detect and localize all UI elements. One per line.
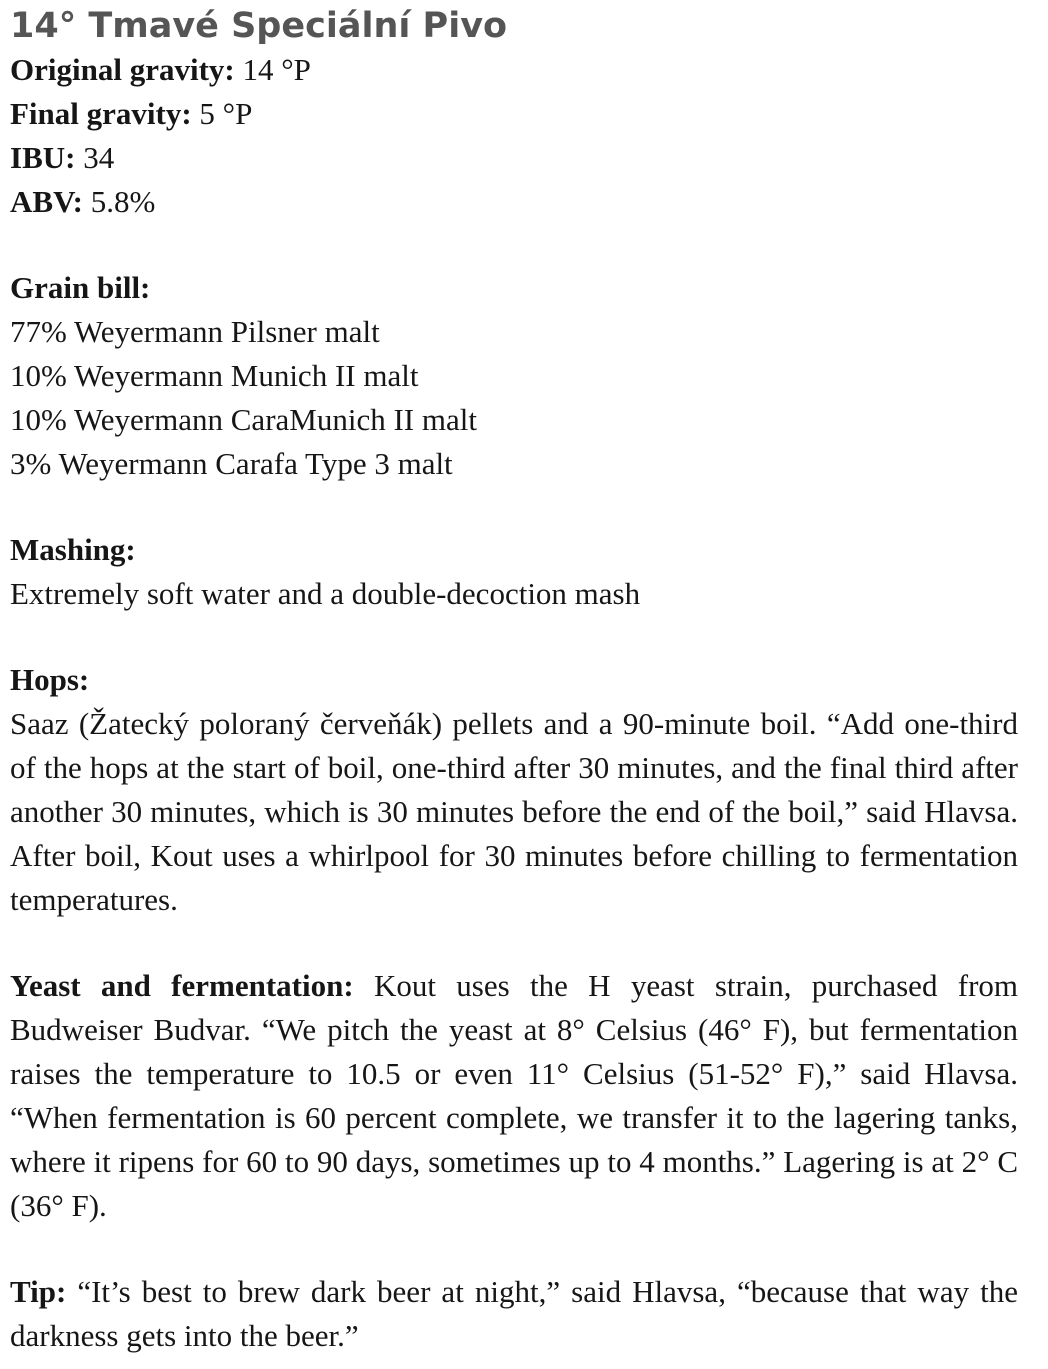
list-item: 77% Weyermann Pilsner malt xyxy=(10,314,380,349)
tip-section xyxy=(10,1270,1018,1358)
list-item: 3% Weyermann Carafa Type 3 malt xyxy=(10,446,453,481)
section-heading: Hops: xyxy=(10,662,90,697)
section-text: Extremely soft water and a double-decoction mash xyxy=(10,576,641,611)
section-paragraph xyxy=(10,1270,1018,1358)
section-gap xyxy=(10,1228,1018,1270)
mashing-section xyxy=(10,528,1018,616)
section-text: “It’s best to brew dark beer at night,” said Hlavsa, “because that way the darkness gets into the beer.” xyxy=(10,1274,1018,1353)
section-heading: Yeast and fermentation: xyxy=(10,968,354,1003)
section-text: Saaz (Žatecký poloraný červeňák) pellets and a 90-minute boil. “Add one-third of the hops at the start of boil, one-third after 30 minutes, and the final third after another 30 minutes, which is 30 minutes before the end of the boil,” said Hlavsa. After boil, Kout uses a whirlpool for 30 minutes before chilling to fermentation temperatures. xyxy=(10,706,1018,917)
recipe-page xyxy=(10,0,1018,1358)
yeast-section xyxy=(10,964,1018,1228)
spec-abv xyxy=(10,180,1018,224)
recipe-title: 14° Tmavé Speciální Pivo xyxy=(10,6,508,46)
section-gap xyxy=(10,616,1018,658)
list-item: 10% Weyermann CaraMunich II malt xyxy=(10,402,477,437)
section-gap xyxy=(10,922,1018,964)
specs-list xyxy=(10,48,1018,224)
spec-value: 5.8% xyxy=(82,184,156,219)
spec-value: 34 xyxy=(75,140,115,175)
hops-section xyxy=(10,658,1018,922)
section-gap xyxy=(10,224,1018,266)
spec-original-gravity xyxy=(10,48,1018,92)
spec-label: ABV: xyxy=(10,184,83,219)
section-heading: Mashing: xyxy=(10,532,136,567)
list-item: 10% Weyermann Munich II malt xyxy=(10,358,419,393)
section-paragraph xyxy=(10,964,1018,1228)
spec-final-gravity xyxy=(10,92,1018,136)
spec-ibu xyxy=(10,136,1018,180)
section-gap xyxy=(10,486,1018,528)
spec-label: IBU: xyxy=(10,140,76,175)
spec-value: 5 °P xyxy=(191,96,253,131)
spec-value: 14 °P xyxy=(234,52,311,87)
spec-label: Final gravity: xyxy=(10,96,192,131)
spec-label: Original gravity: xyxy=(10,52,235,87)
section-heading: Grain bill: xyxy=(10,270,151,305)
section-heading: Tip: xyxy=(10,1274,67,1309)
section-text: Kout uses the H yeast strain, purchased from Budweiser Budvar. “We pitch the yeast at 8° Celsius (46° F), but fermentation raises the temperature to 10.5 or even 11° Celsius (51-52° F),” said Hlavsa. “When fermentation is 60 percent complete, we transfer it to the lagering tanks, where it ripens for 60 to 90 days, sometimes up to 4 months.” Lagering is at 2° C (36° F). xyxy=(10,968,1019,1223)
grain-bill-section xyxy=(10,266,1018,486)
